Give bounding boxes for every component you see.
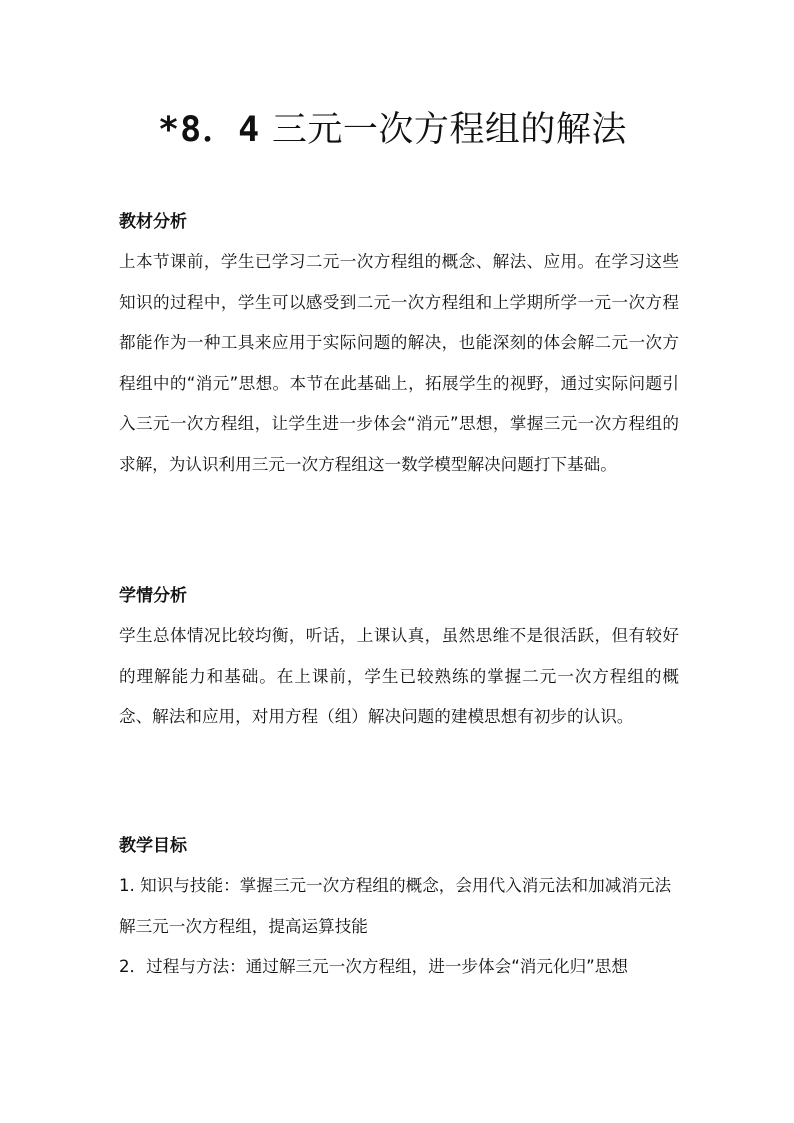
section-textbook-analysis	[119, 202, 679, 486]
document-title	[158, 104, 627, 156]
section-number: *8．4	[158, 110, 261, 150]
title-text: 三元一次方程组的解法	[271, 110, 627, 150]
section-teaching-goals	[119, 826, 679, 988]
section-body: 学生总体情况比较均衡，听话，上课认真，虽然思维不是很活跃，但有较好的理解能力和基础。在上课前，学生已较熟练的掌握二元一次方程组的概念、解法和应用，对用方程（组）解决问题的建模思想有初步的认识。	[119, 626, 679, 727]
section-body: 上本节课前，学生已学习二元一次方程组的概念、解法、应用。在学习这些知识的过程中，学生可以感受到二元一次方程组和上学期所学一元一次方程都能作为一种工具来应用于实际问题的解决，也能深刻的体会解二元一次方程组中的“消元”思想。本节在此基础上，拓展学生的视野，通过实际问题引入三元一次方程组，让学生进一步体会“消元”思想，掌握三元一次方程组的求解，为认识利用三元一次方程组这一数学模型解决问题打下基础。	[119, 252, 679, 474]
goal-item: 2．过程与方法：通过解三元一次方程组，进一步体会“消元化归”思想	[119, 957, 628, 977]
section-heading: 学情分析	[119, 586, 187, 606]
goal-item: 1. 知识与技能：掌握三元一次方程组的概念，会用代入消元法和加减消元法解三元一次方程组，提高运算技能	[119, 876, 672, 936]
section-student-analysis	[119, 576, 679, 738]
section-heading: 教学目标	[119, 836, 187, 856]
section-heading: 教材分析	[119, 212, 187, 232]
